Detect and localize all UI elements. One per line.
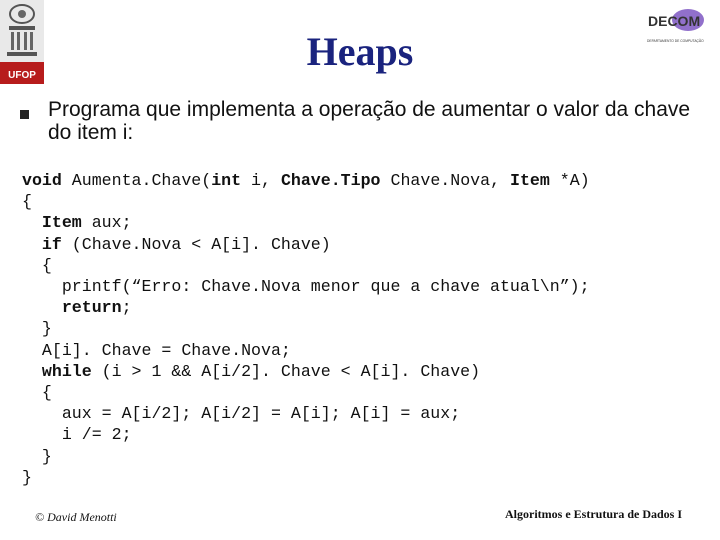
code-line: { <box>22 255 52 275</box>
code-line: if (Chave.Nova < A[i]. Chave) <box>41 234 331 254</box>
code-line: A[i]. Chave = Chave.Nova; <box>22 340 291 360</box>
code-line: } <box>22 319 52 339</box>
code-line: } <box>22 446 52 466</box>
decom-logo-subtext: DEPARTAMENTO DE COMPUTAÇÃO <box>647 39 704 43</box>
code-line: { <box>22 192 32 212</box>
code-line: aux = A[i/2]; A[i/2] = A[i]; A[i] = aux; <box>22 404 461 424</box>
decom-logo-text: DECOM <box>648 13 701 29</box>
code-block <box>22 170 590 488</box>
code-line: Item aux; <box>41 213 132 233</box>
code-line: { <box>22 383 52 403</box>
bullet-text: Programa que implementa a operação de aumentar o valor da chave do item i: <box>48 98 691 144</box>
ufop-logo-text: UFOP <box>8 70 36 81</box>
slide-title: Heaps <box>306 29 414 74</box>
code-line: void Aumenta.Chave(int i, Chave.Tipo Chave.Nova, Item *A) <box>22 171 590 190</box>
square-bullet-icon <box>20 110 29 119</box>
code-line: printf(“Erro: Chave.Nova menor que a chave atual\n”); <box>22 277 590 297</box>
code-line: while (i > 1 && A[i/2]. Chave < A[i]. Chave) <box>41 361 481 381</box>
footer-author: © David Menotti <box>35 510 117 524</box>
code-line: return; <box>61 298 132 318</box>
code-line: i /= 2; <box>22 425 132 445</box>
footer-course: Algoritmos e Estrutura de Dados I <box>505 507 682 521</box>
code-line: } <box>22 467 32 487</box>
